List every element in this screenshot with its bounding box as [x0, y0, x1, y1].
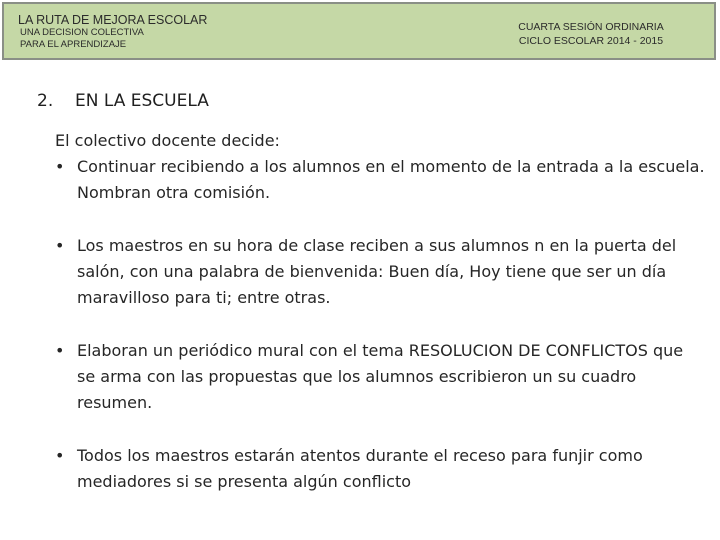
bullet-item [55, 233, 705, 311]
content-body [55, 128, 705, 495]
bullet-item [55, 443, 705, 495]
bullet-text: Los maestros en su hora de clase reciben a sus alumnos n en la puerta del salón, con una palabra de bienvenida: Buen día, Hoy tiene que ser un día maravilloso para ti; entre otras. [77, 236, 677, 307]
session-label: CUARTA SESIÓN ORDINARIA [518, 21, 664, 33]
header-band [2, 2, 716, 60]
school-year-label: CICLO ESCOLAR 2014 - 2015 [518, 35, 664, 47]
header-subtitle-line2: PARA EL APRENDIZAJE [20, 39, 127, 50]
bullet-icon: • [55, 341, 65, 360]
header-title: LA RUTA DE MEJORA ESCOLAR [18, 13, 208, 27]
bullet-icon: • [55, 157, 65, 176]
bullet-item [55, 154, 705, 206]
section-number: 2. [37, 91, 54, 111]
bullet-text: Todos los maestros estarán atentos durante el receso para funjir como mediadores si se presenta algún conflicto [77, 446, 643, 491]
section-title: EN LA ESCUELA [75, 91, 209, 111]
bullet-text: Continuar recibiendo a los alumnos en el momento de la entrada a la escuela. Nombran otra comisión. [77, 157, 705, 202]
bullet-icon: • [55, 236, 65, 255]
lead-text: El colectivo docente decide: [55, 131, 280, 150]
header-subtitle-line1: UNA DECISION COLECTIVA [20, 27, 144, 38]
bullet-list [55, 154, 705, 495]
bullet-icon: • [55, 446, 65, 465]
bullet-item [55, 338, 705, 416]
section-heading [37, 91, 209, 111]
bullet-text: Elaboran un periódico mural con el tema RESOLUCION DE CONFLICTOS que se arma con las propuestas que los alumnos escribieron un su cuadro resumen. [77, 341, 684, 412]
